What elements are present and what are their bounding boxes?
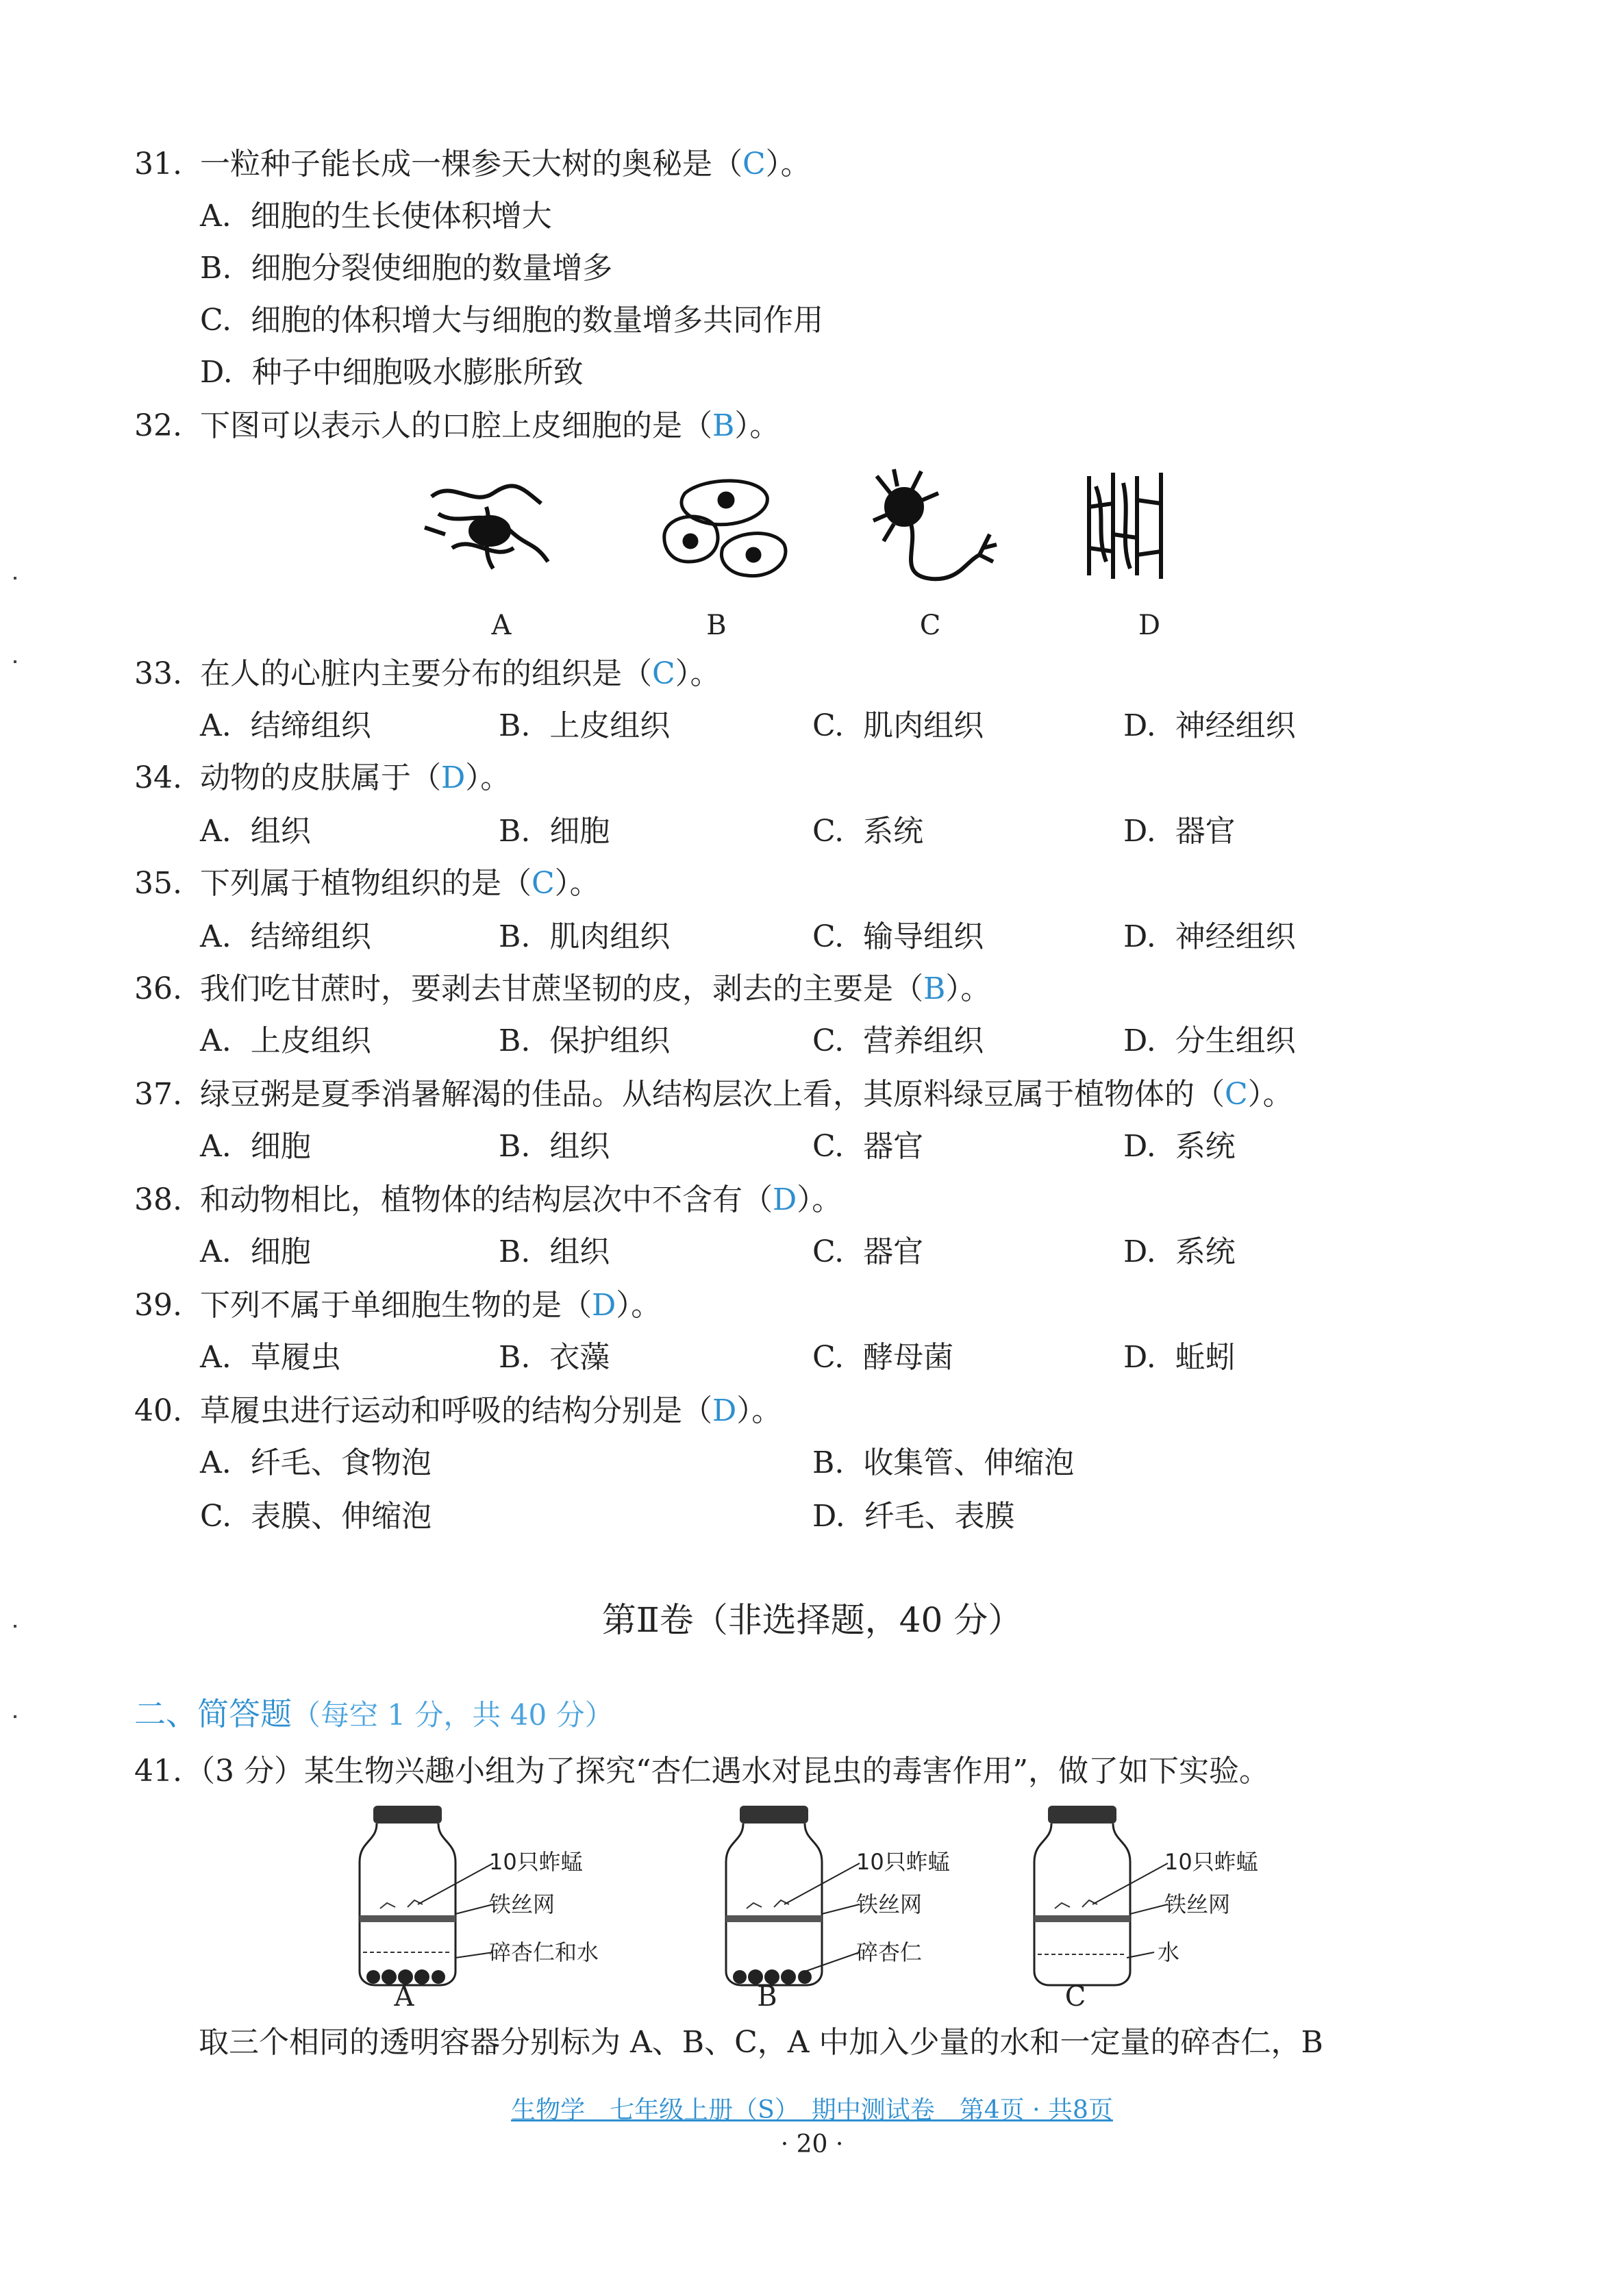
jar-c: [1034, 1806, 1168, 1985]
jar-b-insect-label: 10只蚱蜢: [856, 1849, 950, 1875]
cell-figures: [411, 466, 1199, 589]
answer: C: [1225, 1077, 1248, 1112]
option: C. 肌肉组织: [812, 708, 984, 743]
option: A. 细胞的生长使体积增大: [200, 199, 552, 234]
question-stem: 下列不属于单细胞生物的是（D）。: [200, 1288, 662, 1323]
option: B. 保护组织: [499, 1023, 671, 1058]
question-stem: 下图可以表示人的口腔上皮细胞的是（B）。: [200, 408, 780, 443]
figure-label-d: D: [1138, 610, 1161, 641]
answer: D: [773, 1182, 797, 1217]
option: A. 细胞: [200, 1129, 311, 1164]
cell-b-figure: [664, 481, 786, 576]
answer: D: [592, 1288, 616, 1323]
option: C. 器官: [812, 1234, 924, 1269]
section-note: （每空 1 分，共 40 分）: [292, 1698, 614, 1732]
answer: B: [712, 408, 735, 443]
option: C. 营养组织: [812, 1023, 984, 1058]
option: D. 神经组织: [1123, 919, 1296, 954]
question-stem: 草履虫进行运动和呼吸的结构分别是（D）。: [200, 1393, 782, 1428]
section-heading: [134, 1692, 614, 1737]
jar-figure: [342, 1800, 1301, 1999]
jar-c-mesh-label: 铁丝网: [1164, 1891, 1231, 1917]
jar-a-mesh-label: 铁丝网: [489, 1891, 555, 1917]
option: B. 细胞分裂使细胞的数量增多: [200, 251, 613, 286]
option: B. 肌肉组织: [499, 919, 671, 954]
question-number: 36.: [134, 971, 182, 1006]
cell-a-figure: [425, 486, 548, 569]
scan-mark: [14, 660, 16, 663]
jar-c-bottom-label: 水: [1158, 1939, 1180, 1965]
question-number: 41.: [134, 1754, 182, 1789]
cell-c-figure: [873, 469, 997, 579]
page-number: · 20 ·: [780, 2130, 844, 2158]
option: A. 结缔组织: [200, 919, 371, 954]
question-number: 35.: [134, 866, 182, 901]
jar-b-bottom-label: 碎杏仁: [856, 1939, 923, 1965]
option: D. 蚯蚓: [1123, 1340, 1236, 1375]
scan-mark: [14, 1715, 16, 1718]
option: D. 分生组织: [1123, 1023, 1296, 1058]
jar-b-label: B: [757, 1981, 777, 2013]
question-number: 39.: [134, 1288, 182, 1323]
option: B. 组织: [499, 1234, 610, 1269]
answer: B: [923, 971, 946, 1006]
option: D. 系统: [1123, 1234, 1236, 1269]
question-number: 40.: [134, 1393, 182, 1428]
option: C. 酵母菌: [812, 1340, 954, 1375]
jar-b-mesh-label: 铁丝网: [856, 1891, 923, 1917]
option: D. 种子中细胞吸水膨胀所致: [200, 355, 584, 390]
figure-label-a: A: [491, 610, 512, 641]
question-stem: 和动物相比，植物体的结构层次中不含有（D）。: [200, 1182, 842, 1217]
question-number: 38.: [134, 1182, 182, 1217]
question-number: 33.: [134, 656, 182, 691]
question-stem: （3 分）某生物兴趣小组为了探究“杏仁遇水对昆虫的毒害作用”，做了如下实验。: [185, 1754, 1269, 1789]
scan-mark: [14, 1625, 16, 1628]
option: D. 器官: [1123, 814, 1236, 849]
option: D. 系统: [1123, 1129, 1236, 1164]
option: B. 组织: [499, 1129, 610, 1164]
option: B. 细胞: [499, 814, 610, 849]
scan-mark: [14, 577, 16, 580]
answer: C: [652, 656, 675, 691]
option: A. 纤毛、食物泡: [200, 1445, 432, 1480]
option: A. 结缔组织: [200, 708, 371, 743]
answer: D: [441, 760, 466, 795]
question-number: 31.: [134, 147, 182, 182]
option: A. 细胞: [200, 1234, 311, 1269]
answer: C: [742, 147, 766, 182]
jar-c-insect-label: 10只蚱蜢: [1164, 1849, 1258, 1875]
part2-title: 第Ⅱ卷（非选择题，40 分）: [601, 1600, 1023, 1640]
jar-a-label: A: [394, 1981, 414, 2013]
jar-a-insect-label: 10只蚱蜢: [489, 1849, 583, 1875]
option: D. 神经组织: [1123, 708, 1296, 743]
question-number: 37.: [134, 1077, 182, 1112]
cell-d-figure: [1089, 473, 1161, 579]
question-number: 34.: [134, 760, 182, 795]
question-stem: 一粒种子能长成一棵参天大树的奥秘是（C）。: [200, 147, 811, 182]
question-body-text: 取三个相同的透明容器分别标为 A、B、C，A 中加入少量的水和一定量的碎杏仁，B: [199, 2025, 1323, 2060]
figure-label-c: C: [919, 610, 941, 641]
option: C. 表膜、伸缩泡: [200, 1499, 432, 1534]
figure-label-b: B: [706, 610, 727, 641]
jar-b: [726, 1806, 860, 1985]
jar-c-label: C: [1064, 1981, 1086, 2013]
option: A. 组织: [200, 814, 311, 849]
option: A. 上皮组织: [200, 1023, 371, 1058]
option: C. 细胞的体积增大与细胞的数量增多共同作用: [200, 303, 824, 338]
option: C. 器官: [812, 1129, 924, 1164]
section-title: 二、简答题: [134, 1695, 292, 1732]
jar-a: [360, 1806, 493, 1985]
answer: C: [532, 866, 555, 901]
question-stem: 动物的皮肤属于（D）。: [200, 760, 511, 795]
option: C. 输导组织: [812, 919, 984, 954]
question-stem: 在人的心脏内主要分布的组织是（C）。: [200, 656, 721, 691]
question-stem: 绿豆粥是夏季消暑解渴的佳品。从结构层次上看，其原料绿豆属于植物体的（C）。: [200, 1077, 1293, 1112]
jar-a-bottom-label: 碎杏仁和水: [489, 1939, 599, 1965]
option: A. 草履虫: [200, 1340, 341, 1375]
footer: 生物学 七年级上册（S） 期中测试卷 第4页 · 共8页: [511, 2096, 1113, 2124]
option: B. 上皮组织: [499, 708, 671, 743]
option: B. 衣藻: [499, 1340, 610, 1375]
question-number: 32.: [134, 408, 182, 443]
answer: D: [712, 1393, 737, 1428]
option: D. 纤毛、表膜: [812, 1499, 1015, 1534]
option: B. 收集管、伸缩泡: [812, 1445, 1075, 1480]
option: C. 系统: [812, 814, 924, 849]
question-stem: 下列属于植物组织的是（C）。: [200, 866, 600, 901]
question-stem: 我们吃甘蔗时，要剥去甘蔗坚韧的皮，剥去的主要是（B）。: [200, 971, 991, 1006]
